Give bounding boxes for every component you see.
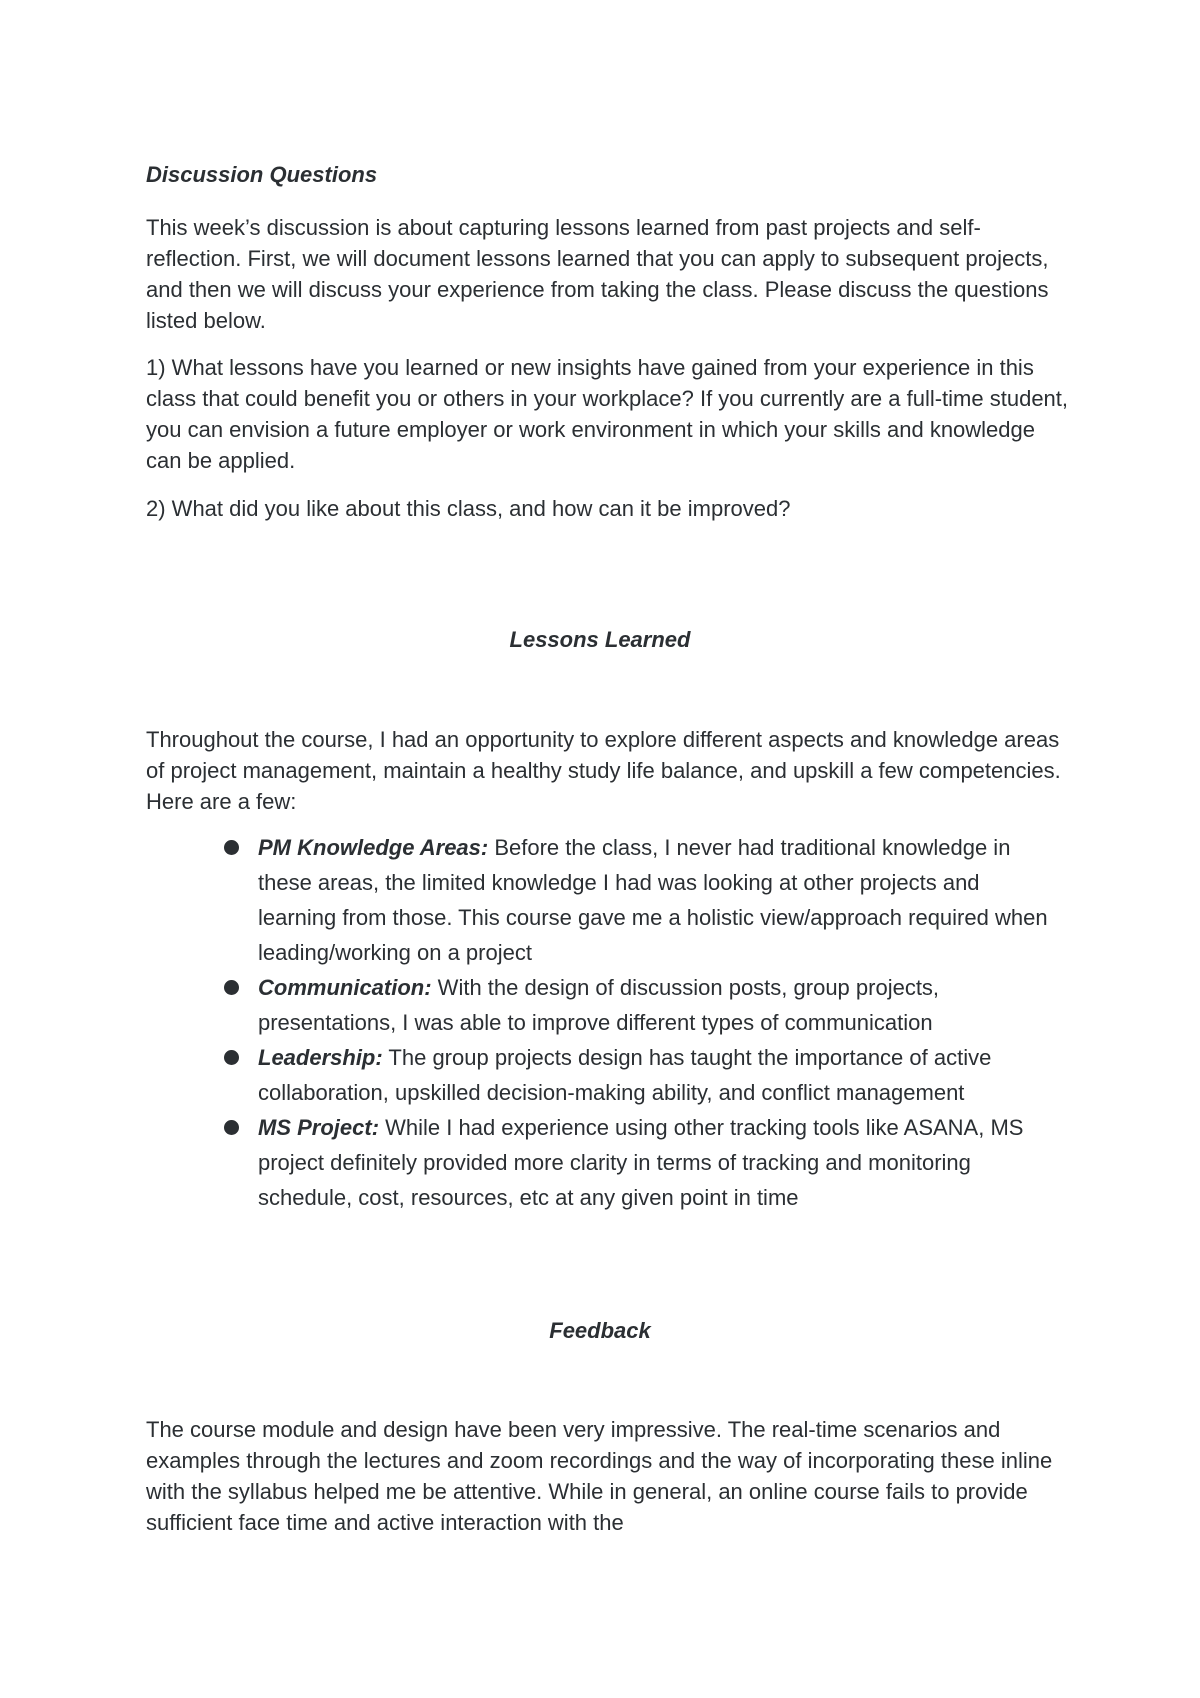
list-item — [222, 830, 1062, 970]
list-item — [222, 1040, 1062, 1110]
lessons-bullet-list — [222, 830, 1062, 1215]
lessons-learned-heading: Lessons Learned — [509, 627, 691, 652]
bullet-dot-icon — [224, 840, 239, 855]
discussion-intro-paragraph: This week’s discussion is about capturing lessons learned from past projects and self-reflection. First, we will document lessons learned that you can apply to subsequent projects, and then we will discuss your experience from taking the class. Please discuss the questions listed below. — [146, 215, 1049, 333]
question-2-paragraph: 2) What did you like about this class, and how can it be improved? — [146, 496, 791, 521]
bullet-text: The group projects design has taught the importance of active collaboration, upskilled decision-making ability, and conflict management — [258, 1045, 992, 1105]
feedback-heading: Feedback — [549, 1318, 651, 1343]
bullet-dot-icon — [224, 1120, 239, 1135]
list-item — [222, 970, 1062, 1040]
bullet-text: Before the class, I never had traditional knowledge in these areas, the limited knowledge I had was looking at other projects and learning from those. This course gave me a holistic view/approach required when leading/working on a project — [258, 835, 1048, 965]
lessons-intro-paragraph: Throughout the course, I had an opportunity to explore different aspects and knowledge areas of project management, maintain a healthy study life balance, and upskill a few competencies. Here are a few: — [146, 727, 1061, 814]
list-item — [222, 1110, 1062, 1215]
discussion-questions-heading: Discussion Questions — [146, 162, 378, 187]
bullet-text: While I had experience using other tracking tools like ASANA, MS project definitely provided more clarity in terms of tracking and monitoring schedule, cost, resources, etc at any given point in time — [258, 1115, 1024, 1210]
bullet-term: Leadership: — [258, 1045, 383, 1070]
bullet-dot-icon — [224, 980, 239, 995]
feedback-paragraph: The course module and design have been very impressive. The real-time scenarios and examples through the lectures and zoom recordings and the way of incorporating these inline with the syllabus helped me be attentive. While in general, an online course fails to provide sufficient face time and active interaction with the — [146, 1417, 1053, 1535]
bullet-term: PM Knowledge Areas: — [258, 835, 489, 860]
bullet-text: With the design of discussion posts, group projects, presentations, I was able to improve different types of communication — [258, 975, 940, 1035]
bullet-dot-icon — [224, 1050, 239, 1065]
bullet-term: MS Project: — [258, 1115, 380, 1140]
bullet-term: Communication: — [258, 975, 432, 1000]
question-1-paragraph: 1) What lessons have you learned or new insights have gained from your experience in this class that could benefit you or others in your workplace? If you currently are a full-time student, you can envision a future employer or work environment in which your skills and knowledge can be applied. — [146, 355, 1069, 473]
